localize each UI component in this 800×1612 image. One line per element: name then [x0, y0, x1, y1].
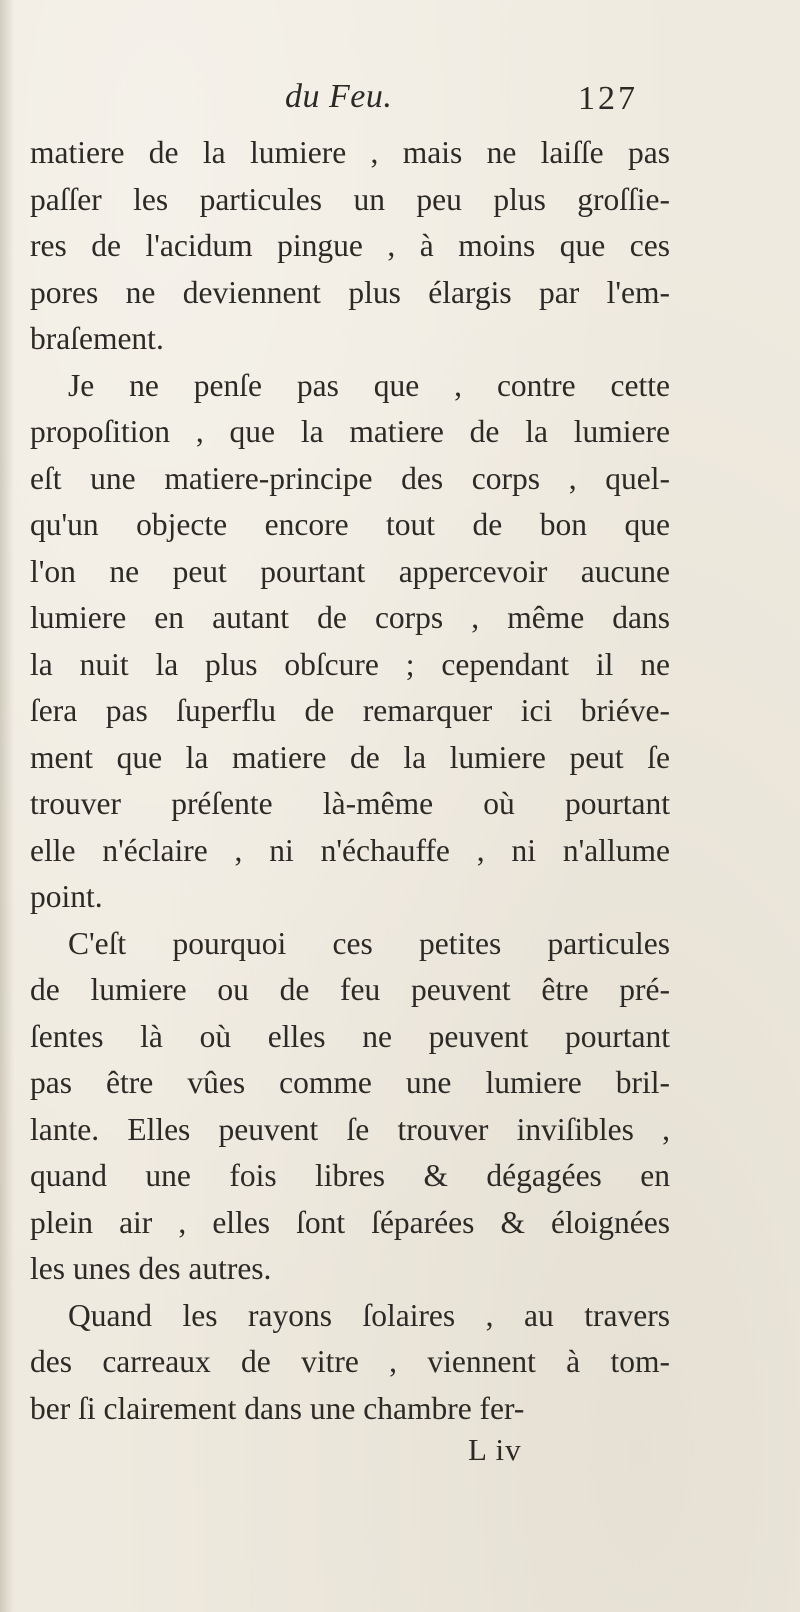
paragraph: [30, 1293, 670, 1433]
text-line: braſement.: [30, 321, 164, 356]
text-line: les unes des autres.: [30, 1251, 272, 1286]
running-title: du Feu.: [285, 78, 393, 115]
text-line: C'eſt pourquoi ces petites particules: [68, 925, 670, 961]
text-line: ſentes là où elles ne peuvent pourtant: [30, 1018, 670, 1054]
running-head: [30, 78, 670, 128]
text-line: Je ne penſe pas que , contre cette: [68, 367, 670, 403]
text-line: qu'un objecte encore tout de bon que: [30, 507, 670, 542]
text-line: eſt une matiere-principe des corps , quel-: [30, 460, 670, 496]
text-line: trouver préſente là-même où pourtant: [30, 786, 670, 821]
text-line: quand une fois libres & dégagées en: [30, 1158, 670, 1193]
text-line: ſera pas ſuperflu de remarquer ici briéve-: [30, 693, 670, 728]
text-line: propoſition , que la matiere de la lumiere: [30, 414, 670, 449]
text-line: pas être vûes comme une lumiere bril-: [30, 1065, 670, 1100]
text-line: ment que la matiere de la lumiere peut ſe: [30, 739, 670, 775]
paragraph: [30, 130, 670, 363]
body-text: [30, 130, 670, 1432]
text-line: ber ſi clairement dans une chambre fer-: [30, 1390, 525, 1426]
text-line: lante. Elles peuvent ſe trouver inviſibles ,: [30, 1111, 670, 1147]
book-page: [30, 78, 670, 1480]
text-line: lumiere en autant de corps , même dans: [30, 600, 670, 635]
signature-row: [30, 1432, 670, 1480]
text-line: la nuit la plus obſcure ; cependant il ne: [30, 646, 670, 682]
text-line: matiere de la lumiere , mais ne laiſſe pas: [30, 135, 670, 170]
text-line: elle n'éclaire , ni n'échauffe , ni n'allume: [30, 832, 670, 868]
page-number: 127: [578, 80, 638, 117]
paragraph: [30, 363, 670, 921]
text-line: point.: [30, 879, 103, 914]
text-line: pores ne deviennent plus élargis par l'em-: [30, 274, 670, 310]
text-line: res de l'acidum pingue , à moins que ces: [30, 228, 670, 263]
text-line: Quand les rayons ſolaires , au travers: [68, 1297, 670, 1333]
text-line: des carreaux de vitre , viennent à tom-: [30, 1344, 670, 1379]
text-line: paſſer les particules un peu plus groſſie-: [30, 181, 670, 217]
text-line: l'on ne peut pourtant appercevoir aucune: [30, 553, 670, 589]
text-line: plein air , elles ſont ſéparées & éloignées: [30, 1204, 670, 1240]
signature-mark: L iv: [468, 1432, 522, 1467]
page-gutter-shadow: [0, 0, 14, 1612]
paragraph: [30, 921, 670, 1293]
text-line: de lumiere ou de feu peuvent être pré-: [30, 972, 670, 1007]
